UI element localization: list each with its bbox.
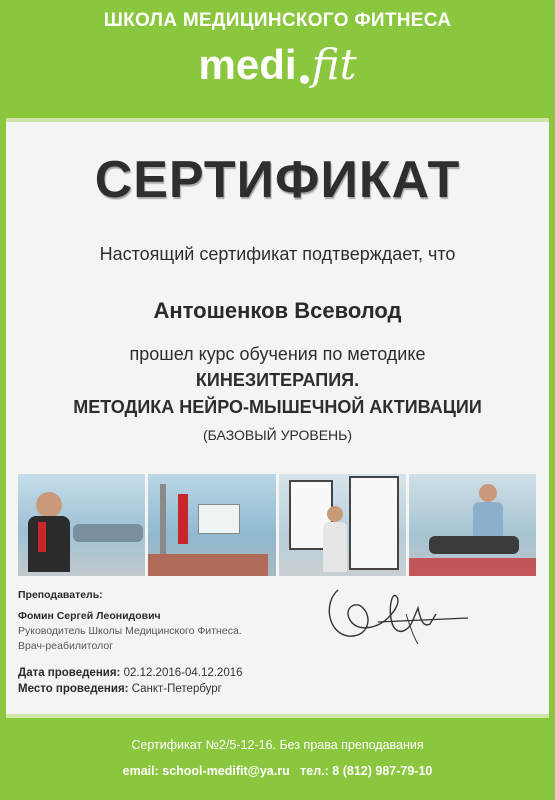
teacher-block	[18, 588, 318, 654]
photo-training-2	[148, 474, 275, 576]
place-value: Санкт-Петербург	[131, 683, 222, 695]
teacher-role-2: Врач-реабилитолог	[18, 640, 114, 652]
place-label: Место проведения:	[18, 683, 129, 695]
date-value: 02.12.2016-04.12.2016	[123, 667, 243, 679]
passed-text: прошел курс обучения по методике	[129, 344, 426, 364]
recipient-name: Антошенков Всеволод	[153, 298, 402, 323]
course-title-line1: КИНЕЗИТЕРАПИЯ.	[195, 370, 360, 390]
event-date-row	[18, 665, 243, 681]
photo-training-1	[18, 474, 145, 576]
photo-training-3	[279, 474, 406, 576]
certificate-title: СЕРТИФИКАТ	[94, 151, 461, 209]
school-name: ШКОЛА МЕДИЦИНСКОГО ФИТНЕСА	[103, 10, 452, 31]
medifit-logo	[6, 40, 549, 90]
teacher-label: Преподаватель:	[18, 589, 103, 601]
phone-label: тел.:	[300, 764, 329, 778]
email-value: school-medifit@ya.ru	[162, 764, 290, 778]
logo-medi: medi	[198, 41, 297, 88]
handwritten-signature	[318, 578, 478, 648]
course-level: (БАЗОВЫЙ УРОВЕНЬ)	[202, 427, 353, 443]
logo-dot	[300, 75, 309, 84]
photo-training-4	[409, 474, 536, 576]
phone-value: 8 (812) 987-79-10	[332, 764, 433, 778]
header-band	[6, 0, 549, 122]
teacher-role-1: Руководитель Школы Медицинского Фитнеса.	[18, 625, 242, 637]
footer-band	[6, 714, 549, 800]
photo-strip	[18, 474, 536, 576]
event-place-row	[18, 681, 243, 697]
event-details	[18, 665, 243, 697]
course-title-line2: МЕТОДИКА НЕЙРО-МЫШЕЧНОЙ АКТИВАЦИИ	[73, 397, 482, 417]
email-label: email:	[122, 764, 159, 778]
logo-fit: fit	[311, 40, 357, 89]
confirm-text: Настоящий сертификат подтверждает, что	[99, 244, 456, 264]
certificate-number: Сертификат №2/5-12-16. Без права преподавания	[131, 738, 424, 752]
contacts-line	[6, 764, 549, 778]
teacher-name: Фомин Сергей Леонидович	[18, 610, 161, 622]
date-label: Дата проведения:	[18, 667, 121, 679]
